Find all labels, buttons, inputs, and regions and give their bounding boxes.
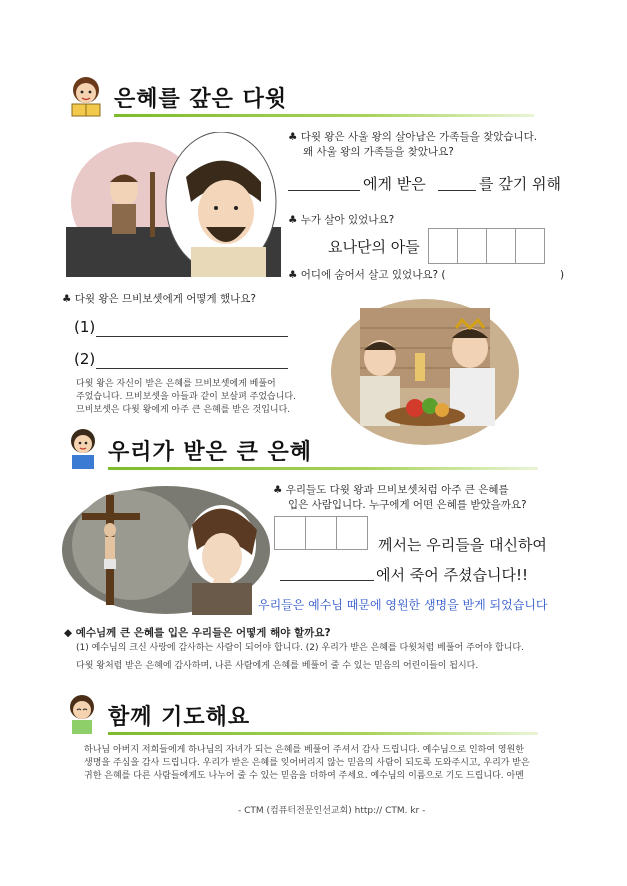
s2-answer-line: (1) 예수님의 크신 사랑에 감사하는 사람이 되어야 합니다. (2) 우리가 받은 은혜를 다윗처럼 베풀어 주어야 합니다. [76,643,524,653]
answer-box[interactable] [457,228,486,264]
footer-text: - CTM (컴퓨터전문인선교회) http:// CTM. kr - [238,806,426,816]
section3-title: 함께 기도해요 [108,705,251,730]
s1-note-line2: 주었습니다. 므비보셋을 아들과 같이 보살펴 주었습니다. [76,392,296,402]
section2-divider [108,467,538,470]
s2-question-2: ◆ 예수님께 큰 은혜를 입은 우리들은 어떻게 해야 할까요? [64,627,331,639]
s2-question-1-line2: 입은 사람입니다. 누구에게 어떤 은혜를 받았을까요? [288,499,527,511]
illustration-cross-prayer [62,485,270,615]
answer-box[interactable] [515,228,545,264]
s1-item-2-label: (2) [74,350,96,368]
child-thinking-icon [62,425,104,471]
answer-box[interactable] [336,516,368,550]
s1-blank-1[interactable] [288,190,360,191]
s1-note-line1: 다윗 왕은 자신이 받은 은혜를 므비보셋에게 베풀어 [76,379,276,389]
s3-prayer-line2: 생명을 주심을 감사 드립니다. 우리가 받은 은혜를 잊어버리지 않는 믿음의 사람이 되도록 도와주시고, 우리가 받은 [84,758,530,768]
child-reading-icon [62,72,110,120]
s3-prayer-line3: 귀한 은혜를 다른 사람들에게도 나누어 줄 수 있는 믿음을 더하여 주세요. 예수님의 이름으로 기도 드립니다. 아멘 [84,771,524,781]
s1-question-3-close: ) [560,269,565,281]
s3-prayer-line1: 하나님 아버지 저희들에게 하나님의 자녀가 되는 은혜를 베풀어 주셔서 감사 드립니다. 예수님으로 인하여 영원한 [84,745,524,755]
s2-answer-boxes[interactable] [274,516,368,550]
s2-closing-line: 다윗 왕처럼 받은 은혜에 감사하며, 나른 사람에게 은혜를 베풀어 줄 수 있는 믿음의 어린이들이 됩시다. [76,661,479,671]
s2-blue-sentence: 우리들은 예수님 때문에 영원한 생명을 받게 되었습니다 [258,598,548,612]
section3-header [62,690,572,738]
s1-fill1-part1: 에게 받은 [363,175,426,193]
s1-question-4: ♣ 다윗 왕은 므비보셋에게 어떻게 했나요? [62,293,256,305]
s1-question-1-line1: ♣ 다윗 왕은 사울 왕의 살아남은 가족들을 찾았습니다. [288,131,538,143]
s2-question-1-line1: ♣ 우리들도 다윗 왕과 므비보셋처럼 아주 큰 은혜를 [273,484,509,496]
child-praying-icon [62,692,102,736]
s1-question-2: ♣ 누가 살아 있었나요? [288,214,395,226]
answer-box[interactable] [274,516,305,550]
answer-box[interactable] [486,228,515,264]
section2-title: 우리가 받은 큰 은혜 [108,440,312,465]
s1-question-1-line2: 왜 사울 왕의 가족들을 찾았나요? [303,146,454,158]
s1-blank-2[interactable] [438,190,476,191]
s2-fill-a: 께서는 우리들을 대신하여 [378,536,547,554]
s1-item-1-line[interactable] [96,336,288,337]
section3-divider [108,732,538,735]
illustration-david-scene [66,132,281,277]
section1-header [62,72,572,120]
s1-question-3: ♣ 어디에 숨어서 살고 있었나요? ( [288,269,446,281]
s2-blank[interactable] [280,580,374,581]
s1-item-1-label: (1) [74,318,96,336]
s1-note-line3: 므비보셋은 다윗 왕에게 아주 큰 은혜를 받은 것입니다. [76,405,291,415]
s1-item-2-line[interactable] [96,368,288,369]
section2-header [62,423,572,471]
section1-title: 은혜를 갚은 다윗 [114,87,288,112]
s1-answer-2-prefix: 요나단의 아들 [328,238,420,256]
s1-answer-2-boxes[interactable] [428,228,545,264]
answer-box[interactable] [305,516,336,550]
answer-box[interactable] [428,228,457,264]
s1-fill1-part2: 를 갚기 위해 [479,175,561,193]
s2-fill-b: 에서 죽어 주셨습니다!! [376,566,528,584]
section1-divider [114,114,534,117]
